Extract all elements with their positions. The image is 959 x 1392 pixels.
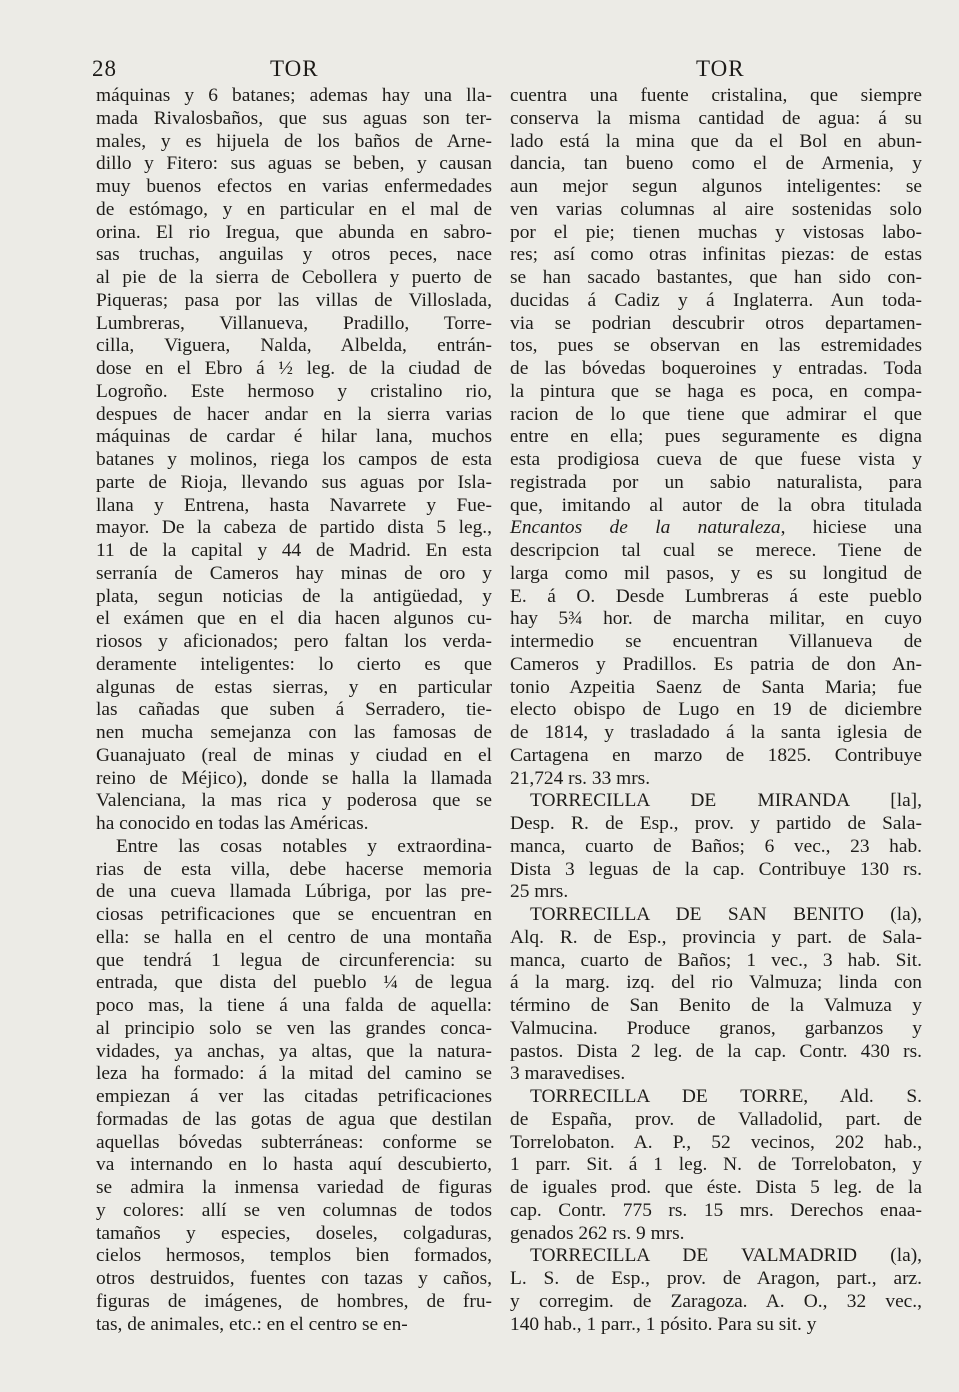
text-line: y corregim. de Zaragoza. A. O., 32 vec., (510, 1290, 922, 1312)
text-line: tamaños y especies, doseles, colgaduras, (96, 1222, 492, 1244)
text-line: 140 hab., 1 parr., 1 pósito. Para su sit. y (510, 1313, 817, 1335)
text-line: Valenciana, la mas rica y poderosa que se (96, 790, 492, 812)
text-line: va internando en lo hasta aquí descubierto, (96, 1154, 492, 1176)
text-line: 3 maravedises. (510, 1063, 626, 1085)
text-line: intermedio se encuentran Villanueva de (510, 631, 922, 652)
text-line: tos, pues se observan en las estremidades (510, 335, 922, 357)
text-line: TORRECILLA DE SAN BENITO (la), (530, 904, 922, 925)
text-line: término de San Benito de la Valmuza y (510, 995, 922, 1016)
text-line: TORRECILLA DE VALMADRID (la), (530, 1245, 922, 1267)
text-line: dillo y Fitero: sus aguas se beben, y causan (96, 153, 492, 175)
text-line: se admira la inmensa variedad de figuras (96, 1177, 492, 1198)
text-line: riosos y aficionados; pero faltan los verda- (96, 631, 492, 652)
text-line: plata, segun noticias de la antigüedad, y (96, 585, 492, 607)
text-line: hay 5¾ hor. de marcha militar, en cuyo (510, 608, 922, 630)
text-line: llana y Entrena, hasta Navarrete y Fue- (96, 494, 492, 516)
left-column (96, 85, 492, 1336)
text-line: leza ha formado: á la mitad del camino se (96, 1063, 492, 1085)
text-line: ciosas petrificaciones que se encuentran en (96, 904, 492, 925)
text-line: máquinas de cardar é hilar lana, muchos (96, 426, 492, 448)
text-line: orina. El rio Iregua, que abunda en sabro- (96, 221, 492, 243)
text-line: 1 parr. Sit. á 1 leg. N. de Torrelobaton, y (510, 1154, 922, 1176)
text-line: el exámen que en el dia hacen algunos cu- (96, 608, 492, 630)
text-line: de España, prov. de Valladolid, part. de (510, 1108, 922, 1130)
text-line: ducidas á Cadiz y á Inglaterra. Aun toda- (510, 289, 922, 311)
text-line: sas truchas, anguilas y otros peces, nace (96, 244, 492, 266)
text-line: aun mejor segun algunos inteligentes: se (510, 176, 922, 197)
text-line: manca, cuarto de Baños; 1 vec., 3 hab. Sit. (510, 949, 922, 971)
text-line: Piqueras; pasa por las villas de Villoslada, (96, 289, 492, 311)
text-line: deramente inteligentes: lo cierto es que (96, 653, 492, 675)
text-line: al pie de la sierra de Cebollera y puerto de (96, 267, 492, 288)
text-line: cuentra una fuente cristalina, que siempre (510, 85, 922, 106)
left-running-head: TOR (270, 56, 319, 81)
text-line: la pintura que se haga es poca, en compa- (510, 380, 922, 402)
text-line: Logroño. Este hermoso y cristalino rio, (96, 380, 492, 402)
text-line: conserva la misma cantidad de agua: á su (510, 107, 922, 129)
text-line: de 1814, y trasladado á la santa iglesia de (510, 722, 922, 743)
text-line: de una cueva llamada Lúbriga, por las pre- (96, 881, 492, 903)
text-line: al principio solo se ven las grandes conca- (96, 1017, 492, 1039)
text-line: otros destruidos, fuentes con tazas y caños, (96, 1268, 492, 1289)
right-column (510, 85, 922, 1336)
text-line: de iguales prod. que éste. Dista 5 leg. de la (510, 1177, 922, 1198)
text-line: Guanajuato (real de minas y ciudad en el (96, 744, 492, 766)
text-line: Torrelobaton. A. P., 52 vecinos, 202 hab., (510, 1131, 922, 1153)
text-line: 21,724 rs. 33 mrs. (510, 767, 651, 789)
text-line: males, y es hijuela de los baños de Arne- (96, 130, 492, 152)
text-line: reino de Méjico), donde se halla la llamada (96, 767, 492, 789)
text-line: y colores: allí se ven columnas de todos (96, 1199, 492, 1221)
text-line: Alq. R. de Esp., provincia y part. de Sala- (510, 926, 922, 948)
text-line: esta prodigiosa cueva de que fuese vista y (510, 449, 922, 470)
text-line: Cartagena en marzo de 1825. Contribuye (510, 744, 922, 766)
text-line: dancia, tan bueno como el de Armenia, y (510, 153, 922, 175)
text-line: Encantos de la naturaleza, hiciese una (510, 517, 922, 539)
text-line: tonio Azpeitia Saenz de Santa Maria; fue (510, 676, 922, 698)
text-line: genados 262 rs. 9 mrs. (510, 1222, 685, 1244)
text-line: vidades, ya anchas, ya altas, que la natura- (96, 1040, 492, 1062)
text-line: que, imitando al autor de la obra titulada (510, 494, 922, 516)
text-line: manca, cuarto de Baños; 6 vec., 23 hab. (510, 835, 922, 857)
text-line: entrada, que dista del pueblo ¼ de legua (96, 972, 492, 994)
text-line: algunas de estas sierras, y en particular (96, 676, 492, 698)
text-line: mada Rivalosbaños, que sus aguas son ter- (96, 107, 492, 129)
text-line: entre en ella; pues seguramente es digna (510, 426, 922, 448)
text-line: Valmucina. Produce granos, garbanzos y (510, 1017, 922, 1039)
text-line: Cameros y Pradillos. Es patria de don An- (510, 653, 922, 675)
text-line: ven varias columnas al aire sostenidas solo (510, 198, 922, 220)
text-line: registrada por un sabio naturalista, para (510, 471, 922, 493)
text-line: de estómago, y en particular en el mal de (96, 198, 492, 220)
text-line: poco mas, la tiene á una falda de aquella: (96, 995, 492, 1016)
text-line: figuras de imágenes, de hombres, de fru- (96, 1290, 492, 1312)
text-line: cap. Contr. 775 rs. 15 mrs. Derechos enaa- (510, 1199, 922, 1221)
text-line: serranía de Cameros hay minas de oro y (96, 562, 492, 584)
text-line: batanes y molinos, riega los campos de esta (96, 449, 492, 470)
text-line: cielos hermosos, templos bien formados, (96, 1245, 492, 1267)
text-line: máquinas y 6 batanes; ademas hay una lla- (96, 85, 492, 106)
text-line: formadas de las gotas de agua que destilan (96, 1108, 492, 1130)
text-line: L. S. de Esp., prov. de Aragon, part., arz. (510, 1268, 922, 1289)
text-line: TORRECILLA DE MIRANDA [la], (530, 790, 922, 812)
text-line: Dista 3 leguas de la cap. Contribuye 130 rs. (510, 858, 922, 880)
text-line: tas, de animales, etc.: en el centro se en- (96, 1313, 408, 1335)
text-line: Desp. R. de Esp., prov. y partido de Sala- (510, 813, 922, 834)
right-running-head: TOR (696, 56, 745, 81)
text-line: muy buenos efectos en varias enfermedades (96, 176, 492, 197)
page-number: 28 (92, 56, 117, 81)
text-line: nen mucha semejanza con las famosas de (96, 722, 492, 743)
text-line: empiezan á ver las citadas petrificaciones (96, 1086, 492, 1107)
text-line: cilla, Viguera, Nalda, Albelda, entrán- (96, 335, 492, 357)
text-line: ella: se halla en el centro de una montaña (96, 926, 492, 948)
text-line: rias de esta villa, debe hacerse memoria (96, 858, 492, 880)
text-line: E. á O. Desde Lumbreras á este pueblo (510, 585, 922, 607)
text-line: descripcion tal cual se merece. Tiene de (510, 540, 922, 561)
text-line: se han sacado bastantes, que han sido con- (510, 267, 922, 288)
text-line: de las bóvedas boqueroines y entradas. Toda (510, 358, 922, 379)
text-line: larga como mil pasos, y es su longitud de (510, 562, 922, 584)
text-line: electo obispo de Lugo en 19 de diciembre (510, 699, 922, 721)
text-line: las cañadas que suben á Serradero, tie- (96, 699, 492, 721)
text-line: TORRECILLA DE TORRE, Ald. S. (530, 1086, 922, 1107)
text-line: 25 mrs. (510, 881, 569, 903)
text-line: parte de Rioja, llevando sus aguas por Isla- (96, 471, 492, 493)
text-line: 11 de la capital y 44 de Madrid. En esta (96, 540, 492, 561)
text-line: Lumbreras, Villanueva, Pradillo, Torre- (96, 312, 492, 334)
text-line: aquellas bóvedas subterráneas: conforme se (96, 1131, 492, 1153)
text-line: ha conocido en todas las Américas. (96, 813, 369, 834)
text-line: por el pie; tienen muchas y vistosas labo- (510, 221, 922, 243)
text-line: via se podrian descubrir otros departamen- (510, 312, 922, 334)
text-line: despues de hacer andar en la sierra varias (96, 403, 492, 425)
text-line: racion de lo que tiene que admirar el que (510, 403, 922, 425)
text-line: res; así como otras infinitas piezas: de estas (510, 244, 922, 266)
text-line: pastos. Dista 2 leg. de la cap. Contr. 430 rs. (510, 1040, 922, 1062)
text-line: que tendrá 1 legua de circunferencia: su (96, 949, 492, 971)
text-line: mayor. De la cabeza de partido dista 5 leg., (96, 517, 492, 539)
text-line: Entre las cosas notables y extraordina- (116, 835, 492, 857)
text-line: lado está la mina que da el Bol en abun- (510, 130, 922, 152)
text-line: á la marg. izq. del rio Valmuza; linda con (510, 972, 922, 994)
text-line: dose en el Ebro á ½ leg. de la ciudad de (96, 358, 492, 379)
